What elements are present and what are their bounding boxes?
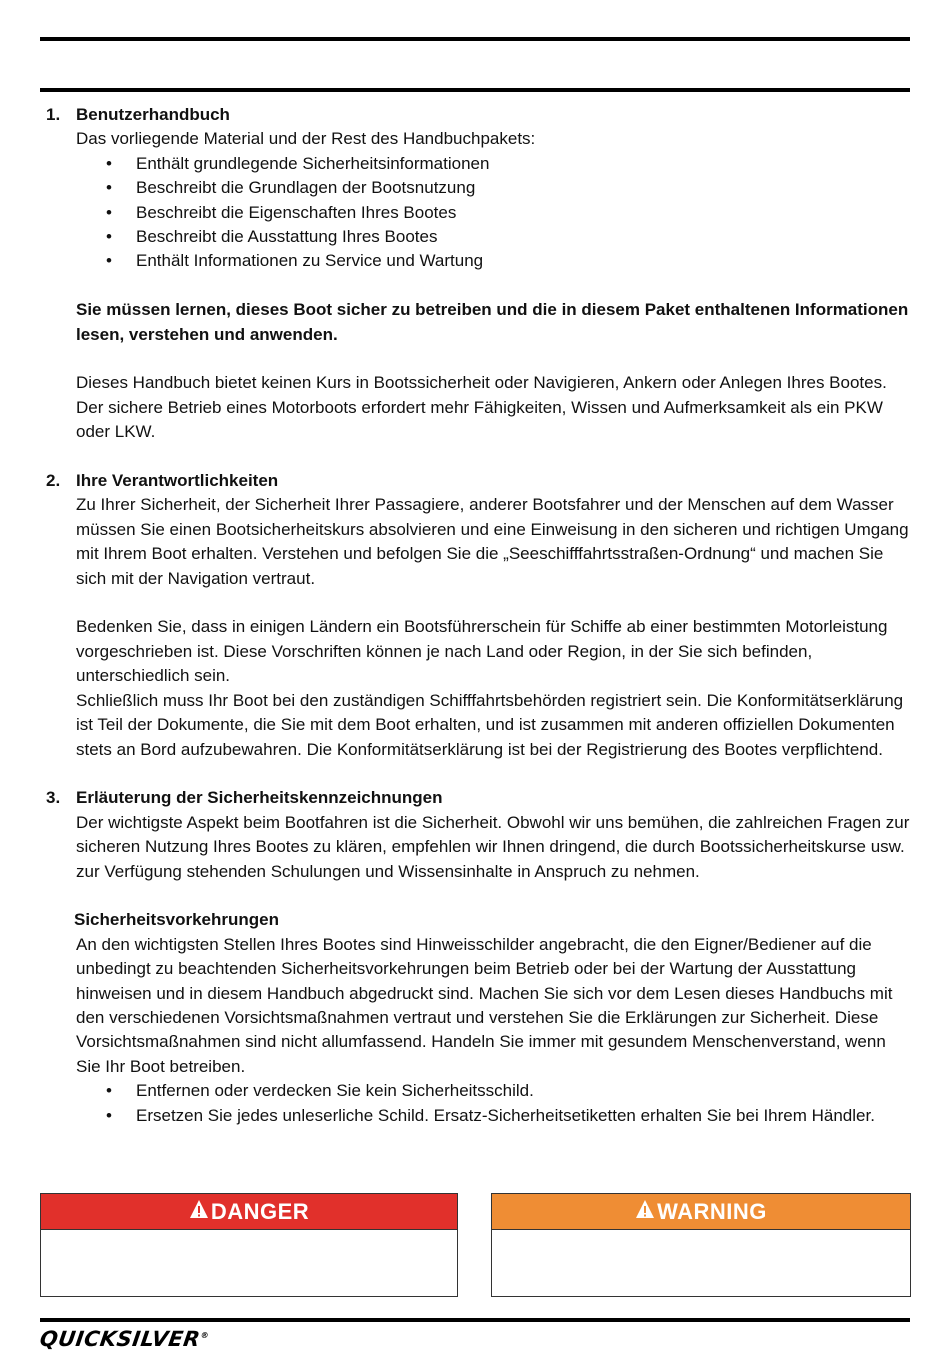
paragraph: Zu Ihrer Sicherheit, der Sicherheit Ihrer Passagiere, anderer Bootsfahrer und der Menschen auf dem Wasser müssen Sie einen Bootsicherheitskurs absolvieren und eine Einweisung in den sicheren und richtigen Umgang mit Ihrem Boot erhalten. Verstehen und befolgen Sie die „Seeschifffahrtsstraßen-Ordnung“ und machen Sie sich mit der Navigation vertraut. — [76, 495, 909, 588]
warning-label-box — [491, 1193, 911, 1297]
list-item: • Beschreibt die Grundlagen der Bootsnutzung — [76, 176, 910, 200]
danger-text: DANGER — [210, 1198, 310, 1224]
list-item: • Beschreibt die Ausstattung Ihres Bootes — [76, 225, 910, 249]
logo-text: QUICKSILVER — [38, 1327, 202, 1351]
registered-mark: ® — [199, 1331, 210, 1340]
paragraph: Der wichtigste Aspekt beim Bootfahren ist die Sicherheit. Obwohl wir uns bemühen, die zahlreichen Fragen zur sicheren Nutzung Ihres Bootes zu klären, empfehlen wir Ihnen dringend, die durch Bootssicherheitskurse usw. zur Verfügung stehenden Schulungen und Wissensinhalte in Anspruch zu nehmen. — [76, 812, 910, 881]
section-heading: Ihre Verantwortlichkeiten — [76, 471, 279, 491]
warning-header — [492, 1194, 910, 1230]
bullet-list — [76, 152, 910, 274]
list-item: • Enthält Informationen zu Service und Wartung — [76, 249, 910, 273]
section-responsibilities — [40, 469, 910, 762]
paragraph: Dieses Handbuch bietet keinen Kurs in Bootssicherheit oder Navigieren, Ankern oder Anlegen Ihres Bootes. Der sichere Betrieb eines Motorboots erfordert mehr Fähigkeiten, Wissen und Aufmerksamkeit als ein PKW oder LKW. — [76, 373, 887, 442]
warning-text: WARNING — [657, 1198, 767, 1224]
paragraph: An den wichtigsten Stellen Ihres Bootes sind Hinweisschilder angebracht, die den Eigner/Bediener auf die unbedingt zu beachtenden Sicherheitsvorkehrungen beim Betrieb oder bei der Wartung der Ausstattung hinweisen und in diesem Handbuch abgedruckt sind. Machen Sie sich vor dem Lesen dieses Handbuchs mit den verschiedenen Vorsichtsmaßnahmen vertraut und verstehen Sie die Erklärungen zur Sicherheit. Diese Vorsichtsmaßnahmen sind nicht allumfassend. Handeln Sie immer mit gesundem Menschenverstand, wenn Sie Ihr Boot betreiben. — [76, 934, 893, 1076]
section-user-manual — [40, 103, 910, 445]
section-number: 3. — [46, 788, 61, 808]
list-item: • Ersetzen Sie jedes unleserliche Schild. Ersatz-Sicherheitsetiketten erhalten Sie bei Ihrem Händler. — [76, 1104, 910, 1128]
paragraph: Schließlich muss Ihr Boot bei den zuständigen Schifffahrtsbehörden registriert sein. Die Konformitätserklärung ist Teil der Dokumente, die Sie mit dem Boot erhalten, und ist zusammen mit anderen offiziellen Dokumenten stets an Bord aufzubewahren. Die Konformitätserklärung ist bei der Registrierung des Bootes verpflichtend. — [76, 690, 904, 759]
header-rule — [40, 88, 910, 92]
bold-note: Sie müssen lernen, dieses Boot sicher zu betreiben und die in diesem Paket enthaltenen Informationen lesen, verstehen und anwenden. — [76, 300, 909, 344]
section-number: 2. — [46, 471, 61, 491]
list-item: • Entfernen oder verdecken Sie kein Sicherheitsschild. — [76, 1079, 910, 1103]
danger-header — [41, 1194, 457, 1230]
document-body — [40, 103, 910, 1128]
section-intro: Das vorliegende Material und der Rest des Handbuchpakets: — [76, 129, 536, 149]
quicksilver-logo — [38, 1327, 210, 1351]
paragraph: Bedenken Sie, dass in einigen Ländern ein Bootsführerschein für Schiffe ab einer bestimmten Motorleistung vorgeschrieben ist. Diese Vorschriften können je nach Land oder Region, in der Sie sich befinden, unterschiedlich sein. — [76, 617, 888, 686]
list-item: • Enthält grundlegende Sicherheitsinformationen — [76, 152, 910, 176]
section-safety-labels — [40, 786, 910, 1128]
warning-triangle-icon — [635, 1199, 655, 1225]
sub-heading: Sicherheitsvorkehrungen — [74, 910, 280, 930]
danger-label-box — [40, 1193, 458, 1297]
section-heading: Erläuterung der Sicherheitskennzeichnungen — [76, 788, 443, 808]
list-item: • Beschreibt die Eigenschaften Ihres Bootes — [76, 201, 910, 225]
footer-rule — [40, 1318, 910, 1322]
top-rule — [40, 37, 910, 41]
bullet-list — [76, 1079, 910, 1128]
warning-triangle-icon — [189, 1199, 209, 1225]
section-number: 1. — [46, 105, 61, 124]
section-heading: Benutzerhandbuch — [76, 105, 230, 124]
